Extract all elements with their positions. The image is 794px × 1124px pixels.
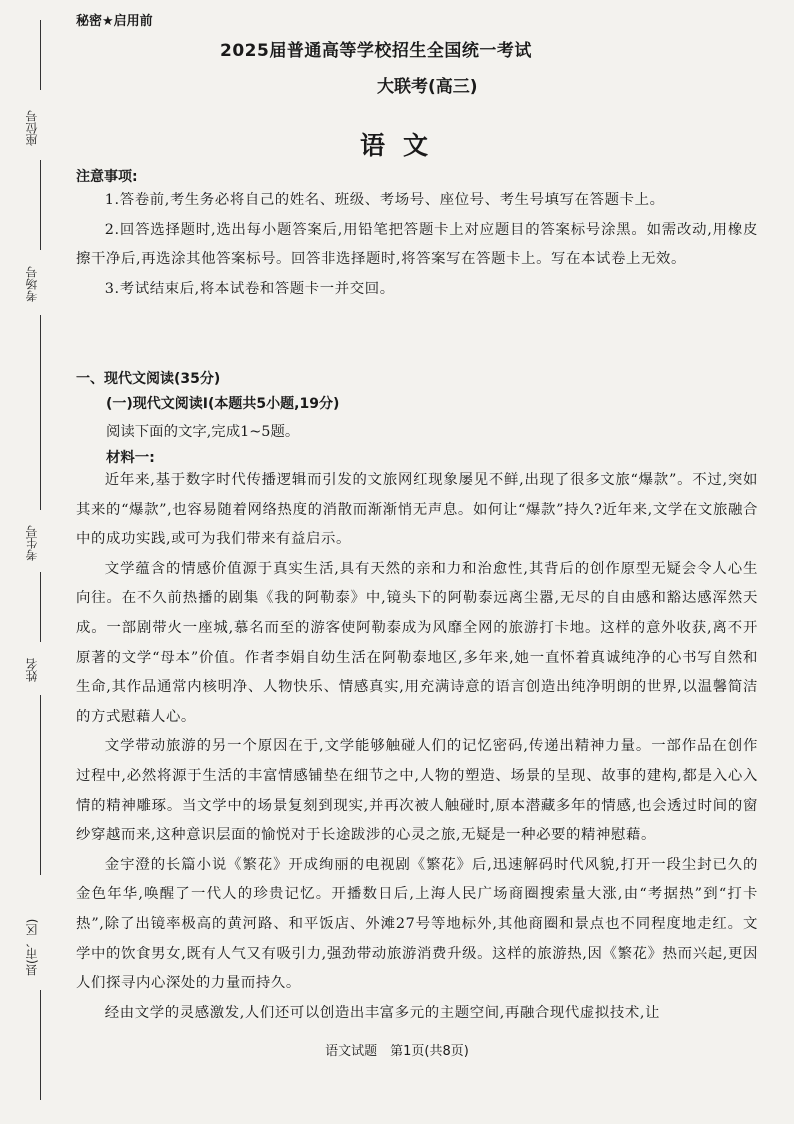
passage-paragraph: 文学蕴含的情感价值源于真实生活,具有天然的亲和力和治愈性,其背后的创作原型无疑会令人心生向往。在不久前热播的剧集《我的阿勒泰》中,镜头下的阿勒泰远离尘嚣,无尽的自由感和豁达感浑然天成。一部剧带火一座城,慕名而至的游客使阿勒泰成为风靡全网的旅游打卡地。这样的意外收获,离不开原著的文学“母本”价值。作者李娟自幼生活在阿勒泰地区,多年来,她一直怀着真诚纯净的心书写自然和生命,其作品通常内核明净、人物快乐、情感真实,用充满诗意的语言创造出纯净明朗的世界,以温馨简洁的方式慰藉人心。 [76, 560, 758, 725]
binding-line [40, 315, 41, 510]
notice-list [76, 186, 758, 304]
notice-item: 1.答卷前,考生务必将自己的姓名、班级、考场号、座位号、考生号填写在答题卡上。 [104, 192, 665, 208]
binding-line [40, 160, 41, 250]
county-label: 县(市、区) [25, 918, 39, 976]
passage-paragraph: 近年来,基于数字时代传播逻辑而引发的文旅网红现象屡见不鲜,出现了很多文旅“爆款”。不过,突如其来的“爆款”,也容易随着网络热度的消散而渐渐悄无声息。如何让“爆款”持久?近年来,文学在文旅融合中的成功实践,或可为我们带来有益启示。 [76, 472, 758, 548]
subsection-heading: (一)现代文阅读Ⅰ(本题共5小题,19分) [106, 396, 340, 412]
passage-paragraph: 经由文学的灵感激发,人们还可以创造出丰富多元的主题空间,再融合现代虚拟技术,让 [104, 1004, 660, 1021]
notice-item: 3.考试结束后,将本试卷和答题卡一并交回。 [104, 280, 395, 297]
binding-line [40, 695, 41, 875]
exam-number-label: 考生号 [25, 525, 39, 561]
passage-paragraph: 金宇澄的长篇小说《繁花》开成绚丽的电视剧《繁花》后,迅速解码时代风貌,打开一段尘封已久的金色年华,唤醒了一代人的珍贵记忆。开播数日后,上海人民广场商圈搜索量大涨,由“考据热”到“打卡热”,除了出镜率极高的黄河路、和平饭店、外滩27号等地标外,其他商圈和景点也不同程度地走红。文学中的饮食男女,既有人气又有吸引力,强劲带动旅游消费升级。这样的旅游热,因《繁花》热而兴起,更因人们探寻内心深处的力量而持久。 [76, 856, 758, 992]
binding-line [40, 572, 41, 642]
passage-paragraph: 文学带动旅游的另一个原因在于,文学能够触碰人们的记忆密码,传递出精神力量。一部作品在创作过程中,必然将源于生活的丰富情感铺垫在细节之中,人物的塑造、场景的呈现、故事的建构,都是入心入情的精神雕琢。当文学中的场景复刻到现实,并再次被人触碰时,原本潜藏多年的情感,也会透过时间的窗纱穿越而来,这种意识层面的愉悦对于长途跋涉的心灵之旅,无疑是一种必要的精神慰藉。 [76, 738, 758, 844]
reading-passage [76, 466, 758, 1028]
binding-strip [0, 0, 72, 1124]
confidential-label: 秘密★启用前 [76, 14, 153, 29]
exam-subtitle: 大联考(高三) [377, 77, 478, 97]
page-footer: 语文试题 第1页(共8页) [325, 1044, 469, 1059]
seat-number-label: 座位号 [25, 110, 39, 146]
material-label: 材料一: [106, 450, 155, 466]
notice-heading: 注意事项: [76, 169, 138, 185]
section-heading: 一、现代文阅读(35分) [76, 371, 221, 387]
subject-title: 语文 [360, 131, 447, 160]
exam-room-label: 考场号 [25, 266, 39, 302]
instruction-text: 阅读下面的文字,完成1~5题。 [106, 424, 300, 440]
binding-line [40, 20, 41, 90]
exam-title: 2025届普通高等学校招生全国统一考试 [220, 41, 532, 61]
notice-item: 2.回答选择题时,选出每小题答案后,用铅笔把答题卡上对应题目的答案标号涂黑。如需改动,用橡皮擦干净后,再选涂其他答案标号。回答非选择题时,将答案写在答题卡上。写在本试卷上无效。 [76, 221, 758, 268]
name-label: 姓名 [25, 658, 39, 682]
